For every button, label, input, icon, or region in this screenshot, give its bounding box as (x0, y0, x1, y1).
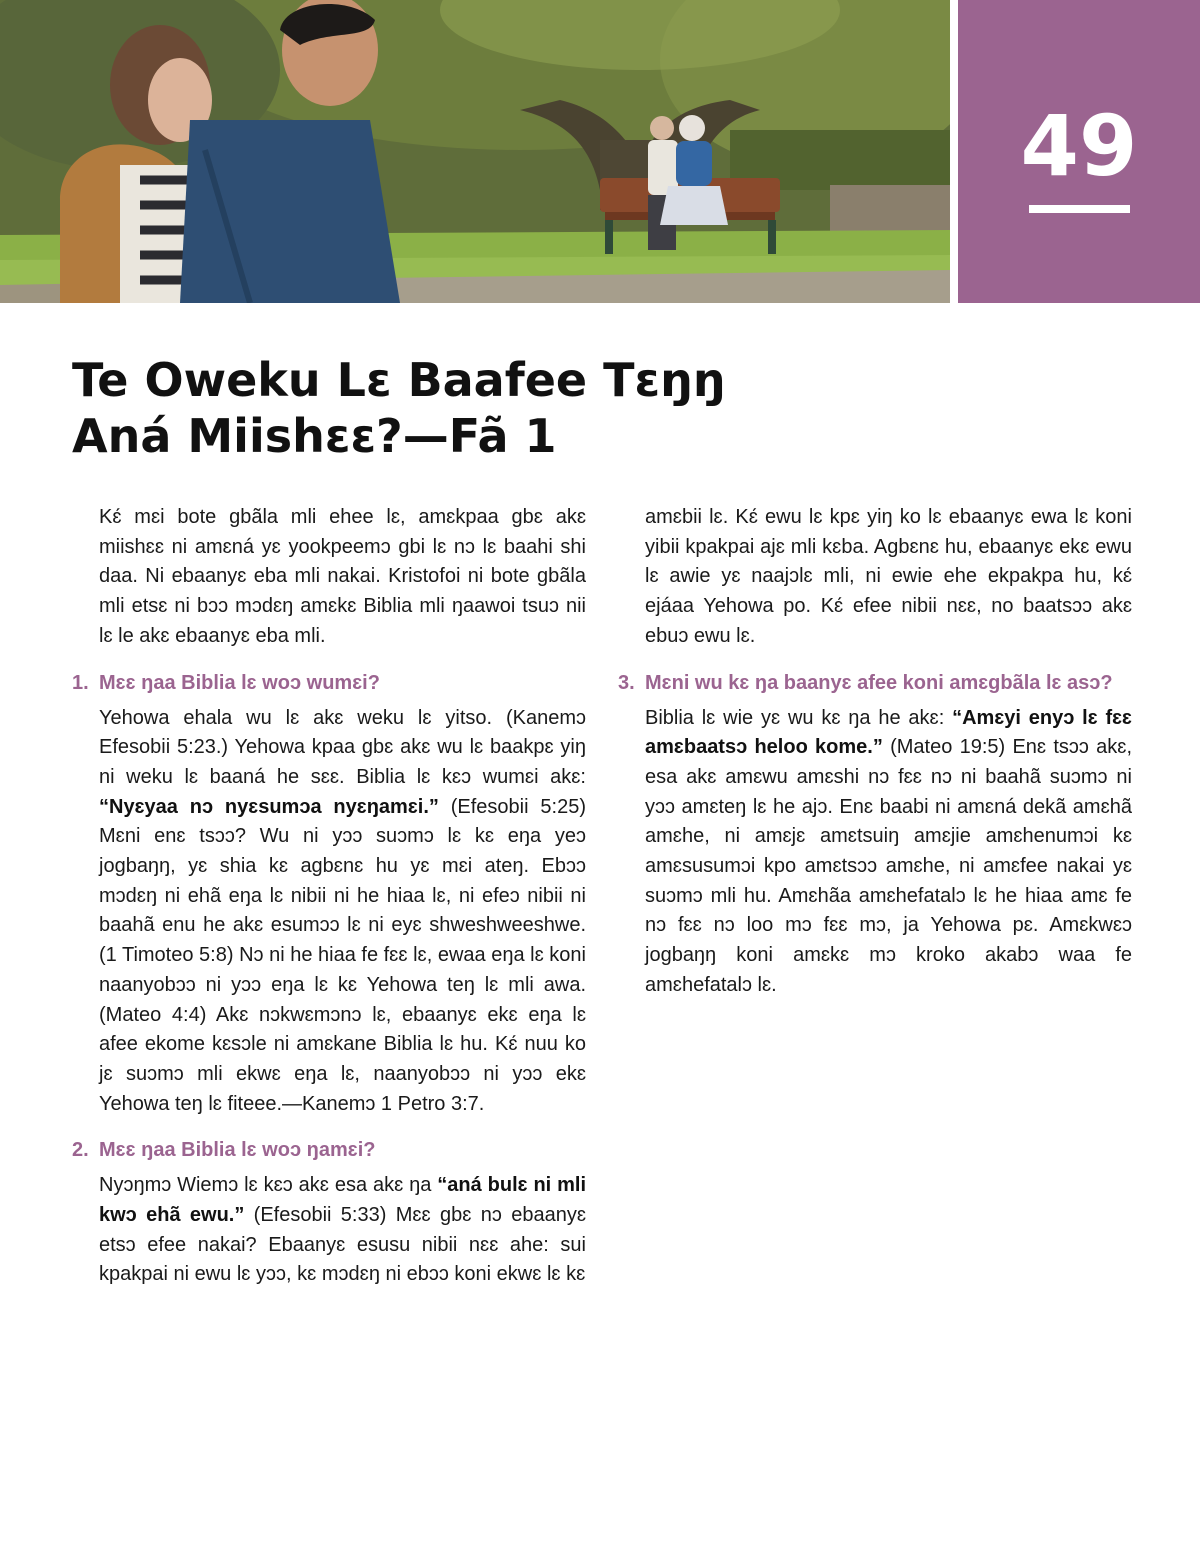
scripture-quote: “aná bulɛ ni mli kwɔ ehã ewu.” (99, 1174, 586, 1227)
scripture-quote: “Nyɛyaa nɔ nyɛsumɔa nyɛŋamɛi.” (99, 795, 439, 818)
lesson-number-badge (958, 0, 1200, 303)
left-column (72, 503, 586, 1290)
right-column (618, 503, 1132, 1001)
answer-2-continued: amɛbii lɛ. Kɛ́ ewu lɛ kpɛ yiŋ ko lɛ ebaanyɛ ewa lɛ koni yibii kpakpai ajɛ mli kɛba. Agbɛnɛ hu, ebaanyɛ ekɛ ewu lɛ awie yɛ naajɔlɛ mli, ni ewie ehe ekpakpa hu, kɛ́ ejáaa Yehowa po. Kɛ́ efee nibii nɛɛ, no baatsɔɔ akɛ ebuɔ ewu lɛ. (645, 506, 1132, 647)
question-number: 2. (72, 1139, 89, 1162)
scripture-quote: “Amɛyi enyɔ lɛ fɛɛ amɛbaatsɔ heloo kome.” (645, 706, 1132, 759)
answer-text: (Mateo 19:5) Enɛ tsɔɔ akɛ, esa akɛ amɛwu amɛshi nɔ fɛɛ nɔ ni baahã suɔmɔ ni yɔɔ amɛteŋ lɛ he ajɔ. Enɛ baabi ni amɛná dekã amɛhã amɛhe, ni amɛjɛ amɛtsuiŋ amɛjie amɛhenumɔi kɛ amɛsusumɔi kpo amɛtsɔɔ amɛhe, ni amɛfee nakai yɛ suɔmɔ mli hu. Amɛhãa amɛhefatalɔ lɛ he hiaa amɛ fe nɔ fɛɛ nɔ loo mɔ fɛɛ mɔ, ja Yehowa pɛ. Amɛkwɛɔ jogbaŋŋ koni amɛkɛ mɔ kroko akabɔ waa fe amɛhefatalɔ lɛ. (645, 736, 1132, 996)
park-scene-illustration (0, 0, 950, 303)
intro-paragraph: Kɛ́ mɛi bote gbãla mli ehee lɛ, amɛkpaa gbɛ akɛ miishɛɛ ni amɛná yɛ yookpeemɔ gbi lɛ nɔ lɛ baahi shi daa. Ni ebaanyɛ eba mli nakai. Kristofoi ni bote gbãla mli etsɛ ni bɔɔ mɔdɛŋ amɛkɛ Biblia mli ŋaawoi tsuɔ nii lɛ le akɛ ebaanyɛ eba mli. (99, 506, 586, 647)
page-title (72, 352, 972, 464)
answer-text: Nyɔŋmɔ Wiemɔ lɛ kɛɔ akɛ esa akɛ ŋa (99, 1174, 438, 1197)
answer-text: Yehowa ehala wu lɛ akɛ weku lɛ yitso. (Kanemɔ Efesobii 5:23.) Yehowa kpaa gbɛ akɛ wu lɛ baakpɛ yiŋ ni weku lɛ baaná he sɛɛ. Biblia lɛ kɛɔ wumɛi akɛ: (99, 706, 586, 788)
page-title-line-1: Te Oweku Lɛ Baafee Tɛŋŋ (72, 353, 726, 407)
answer-text: (Efesobii 5:25) Mɛni enɛ tsɔɔ? Wu ni yɔɔ suɔmɔ lɛ kɛ eŋa yeɔ jogbaŋŋ, yɛ shia kɛ agbɛnɛ hu yɛ mɛi ateŋ. Ebɔɔ mɔdɛŋ ni ehã eŋa lɛ nibii ni he hiaa lɛ, ni efeɔ nibii ni baahã enu he akɛ esumɔɔ lɛ ni eyɛ shweshweeshwe. (1 Timoteo 5:8) Nɔ ni he hiaa fe fɛɛ lɛ, ewaa eŋa lɛ koni naanyobɔɔ ni yɔɔ eŋa lɛ kɛ Yehowa teŋ lɛ mli awa. (Mateo 4:4) Akɛ nɔkwɛmɔnɔ lɛ, ebaanyɛ ekɛ eŋa lɛ afee ekome kɛsɔle ni amɛkane Biblia lɛ hu. Kɛ́ nuu ko jɛ suɔmɔ mli ekwɛ eŋa lɛ, naanyobɔɔ ni yɔɔ ekɛ Yehowa teŋ lɛ fiteee.—Kanemɔ 1 Petro 3:7. (99, 795, 586, 1115)
question-text: Mɛɛ ŋaa Biblia lɛ woɔ ŋamɛi? (99, 1139, 376, 1162)
lesson-number: 49 (1020, 97, 1138, 195)
answer-3-paragraph (618, 704, 1132, 1001)
lesson-number-underline (1029, 205, 1130, 213)
question-2-heading (72, 1135, 586, 1165)
page-title-line-2: Aná Miishɛɛ?—Fã 1 (72, 409, 557, 463)
question-text: Mɛɛ ŋaa Biblia lɛ woɔ wumɛi? (99, 671, 380, 694)
answer-text: Biblia lɛ wie yɛ wu kɛ ŋa he akɛ: (645, 706, 953, 729)
answer-2-paragraph (72, 1171, 586, 1290)
header-photo (0, 0, 950, 303)
question-text: Mɛni wu kɛ ŋa baanyɛ afee koni amɛgbãla lɛ asɔ? (645, 671, 1113, 694)
answer-text: (Efesobii 5:33) Mɛɛ gbɛ nɔ ebaanyɛ etsɔ efee nakai? Ebaanyɛ esusu nibii nɛɛ ahe: sui kpakpai ni ewu lɛ yɔɔ, kɛ mɔdɛŋ ni ebɔɔ koni ekwɛ lɛ kɛ (99, 1204, 586, 1286)
answer-1-paragraph (72, 704, 586, 1120)
question-number: 1. (72, 671, 89, 694)
question-number: 3. (618, 671, 635, 694)
question-3-heading (618, 668, 1132, 698)
question-1-heading (72, 668, 586, 698)
